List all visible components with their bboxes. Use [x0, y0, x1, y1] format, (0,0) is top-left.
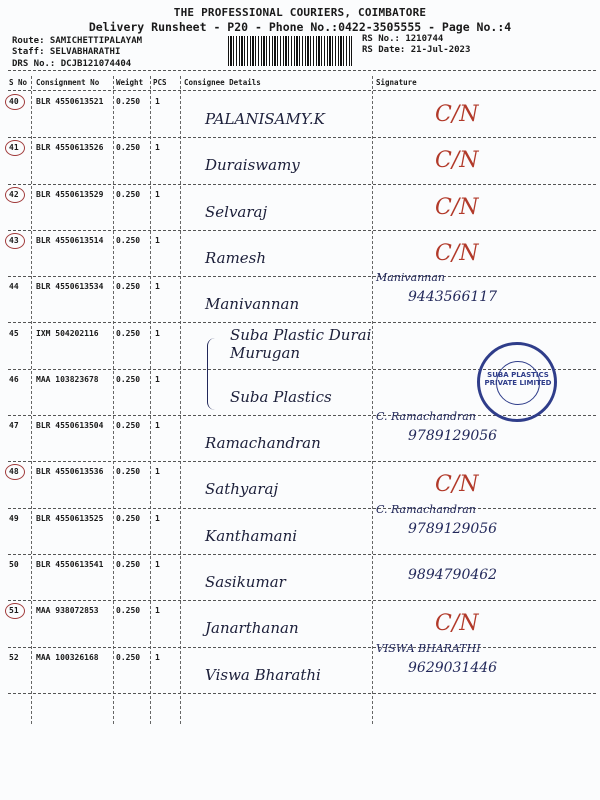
row-weight: 0.250 [116, 467, 141, 477]
table-row [0, 555, 600, 601]
row-sno: 43 [9, 235, 19, 245]
row-phone: 9443566117 [408, 289, 498, 306]
row-consignment-no: MAA 938072853 [36, 606, 99, 616]
col-header-weight: Weight [116, 78, 144, 87]
table-row [0, 601, 600, 647]
row-consignee: Viswa Bharathi [205, 665, 321, 684]
row-sno: 48 [9, 467, 19, 477]
row-consignee: Sasikumar [205, 573, 286, 591]
row-pcs: 1 [155, 97, 160, 106]
company-stamp [477, 342, 557, 422]
row-pcs: 1 [155, 560, 160, 569]
row-pcs: 1 [155, 143, 160, 153]
row-consignee: Duraiswamy [205, 156, 300, 175]
row-consignee: Selvaraj [205, 202, 268, 221]
row-pcs: 1 [155, 513, 160, 523]
row-weight: 0.250 [116, 189, 141, 199]
rs-date: RS Date: 21-Jul-2023 [362, 45, 471, 55]
row-consignment-no: IXM 504202116 [36, 328, 99, 338]
row-signature: C. Ramachandran [376, 410, 476, 424]
table-row [0, 502, 600, 555]
row-pcs: 1 [155, 374, 160, 384]
table-row [0, 462, 600, 508]
row-sno: 51 [9, 606, 19, 616]
table-row [0, 271, 600, 323]
runsheet-subtitle: Delivery Runsheet - P20 - Phone No.:0422-3505555 - Page No.:4 [88, 20, 512, 34]
row-consignee: Suba Plastics [230, 387, 332, 406]
row-consignee: Manivannan [205, 295, 300, 314]
row-sno: 46 [9, 374, 19, 384]
stamp-text: SUBA PLASTICS PRIVATE LIMITED [484, 371, 552, 387]
row-weight: 0.250 [116, 513, 141, 523]
row-consignee: Suba Plastic Durai Murugan [230, 325, 372, 362]
col-header-consignee: Consignee Details [184, 78, 261, 87]
row-weight: 0.250 [116, 235, 141, 245]
row-sno: 44 [9, 282, 19, 292]
row-sno: 52 [9, 652, 19, 662]
row-weight: 0.250 [116, 282, 141, 292]
row-sno: 50 [9, 560, 19, 569]
row-sno: 49 [9, 513, 19, 523]
row-consignment-no: MAA 100326168 [36, 652, 99, 662]
row-pcs: 1 [155, 235, 160, 245]
row-sno: 45 [9, 328, 19, 338]
table-row [0, 138, 600, 184]
row-rule [8, 693, 596, 694]
table-row [0, 641, 600, 694]
row-consignment-no: BLR 4550613521 [36, 97, 104, 106]
row-weight: 0.250 [116, 606, 141, 616]
row-signature: C/N [435, 611, 479, 637]
row-phone: 9789129056 [408, 520, 498, 537]
row-consignment-no: BLR 4550613541 [36, 560, 104, 569]
row-consignment-no: BLR 4550613504 [36, 421, 104, 431]
barcode [228, 36, 352, 66]
row-weight: 0.250 [116, 560, 141, 569]
row-consignment-no: BLR 4550613536 [36, 467, 104, 477]
row-pcs: 1 [155, 328, 160, 338]
table-row [0, 185, 600, 231]
staff-label: Staff: SELVABHARATHI [12, 47, 121, 57]
row-consignment-no: BLR 4550613526 [36, 143, 104, 153]
drs-number: DRS No.: DCJB121074404 [12, 59, 132, 69]
row-signature: Manivannan [376, 271, 446, 285]
consignee-bracket [207, 338, 218, 410]
table-row [0, 92, 600, 138]
col-header-signature: Signature [376, 78, 417, 87]
row-consignee: PALANISAMY.K [205, 110, 325, 128]
row-consignment-no: BLR 4550613534 [36, 282, 104, 292]
row-phone: 9629031446 [408, 659, 498, 676]
row-pcs: 1 [155, 606, 160, 616]
row-weight: 0.250 [116, 421, 141, 431]
table-row [0, 231, 600, 277]
row-sno: 41 [9, 143, 19, 153]
runsheet-title: THE PROFESSIONAL COURIERS, COIMBATORE [173, 6, 427, 19]
row-signature: C/N [435, 472, 479, 498]
row-pcs: 1 [155, 652, 160, 662]
row-pcs: 1 [155, 282, 160, 292]
row-signature: C/N [435, 240, 479, 266]
row-sno: 47 [9, 421, 19, 431]
row-consignee: Janarthanan [205, 619, 299, 638]
row-consignment-no: BLR 4550613514 [36, 235, 104, 245]
row-signature: C/N [435, 102, 479, 127]
col-header-sno: S No [9, 78, 28, 87]
row-signature: C. Ramachandran [376, 502, 476, 516]
row-consignee: Ramesh [205, 248, 267, 267]
row-phone: 9789129056 [408, 428, 498, 445]
row-pcs: 1 [155, 467, 160, 477]
row-signature: VISWA BHARATHI [376, 641, 481, 655]
row-weight: 0.250 [116, 374, 141, 384]
route-label: Route: SAMICHETTIPALAYAM [12, 36, 143, 46]
col-header-pcs: PCS [153, 78, 167, 87]
table-top-rule [8, 70, 596, 71]
row-phone: 9894790462 [408, 567, 498, 583]
row-weight: 0.250 [116, 97, 141, 106]
row-consignment-no: BLR 4550613525 [36, 513, 104, 523]
row-sno: 42 [9, 189, 19, 199]
header-bottom-rule [8, 90, 596, 91]
row-consignee: Kanthamani [205, 526, 298, 545]
row-consignment-no: BLR 4550613529 [36, 189, 104, 199]
table-row [0, 410, 600, 462]
row-pcs: 1 [155, 421, 160, 431]
row-signature: C/N [435, 148, 479, 174]
row-weight: 0.250 [116, 328, 141, 338]
rs-number: RS No.: 1210744 [362, 34, 444, 44]
row-consignee: Sathyaraj [205, 480, 279, 499]
row-weight: 0.250 [116, 652, 141, 662]
row-consignee: Ramachandran [205, 434, 321, 453]
row-signature: C/N [435, 194, 479, 220]
row-weight: 0.250 [116, 143, 141, 153]
col-header-consignment: Consignment No [36, 78, 100, 87]
row-pcs: 1 [155, 189, 160, 199]
row-sno: 40 [9, 97, 19, 106]
row-consignment-no: MAA 103823678 [36, 374, 99, 384]
